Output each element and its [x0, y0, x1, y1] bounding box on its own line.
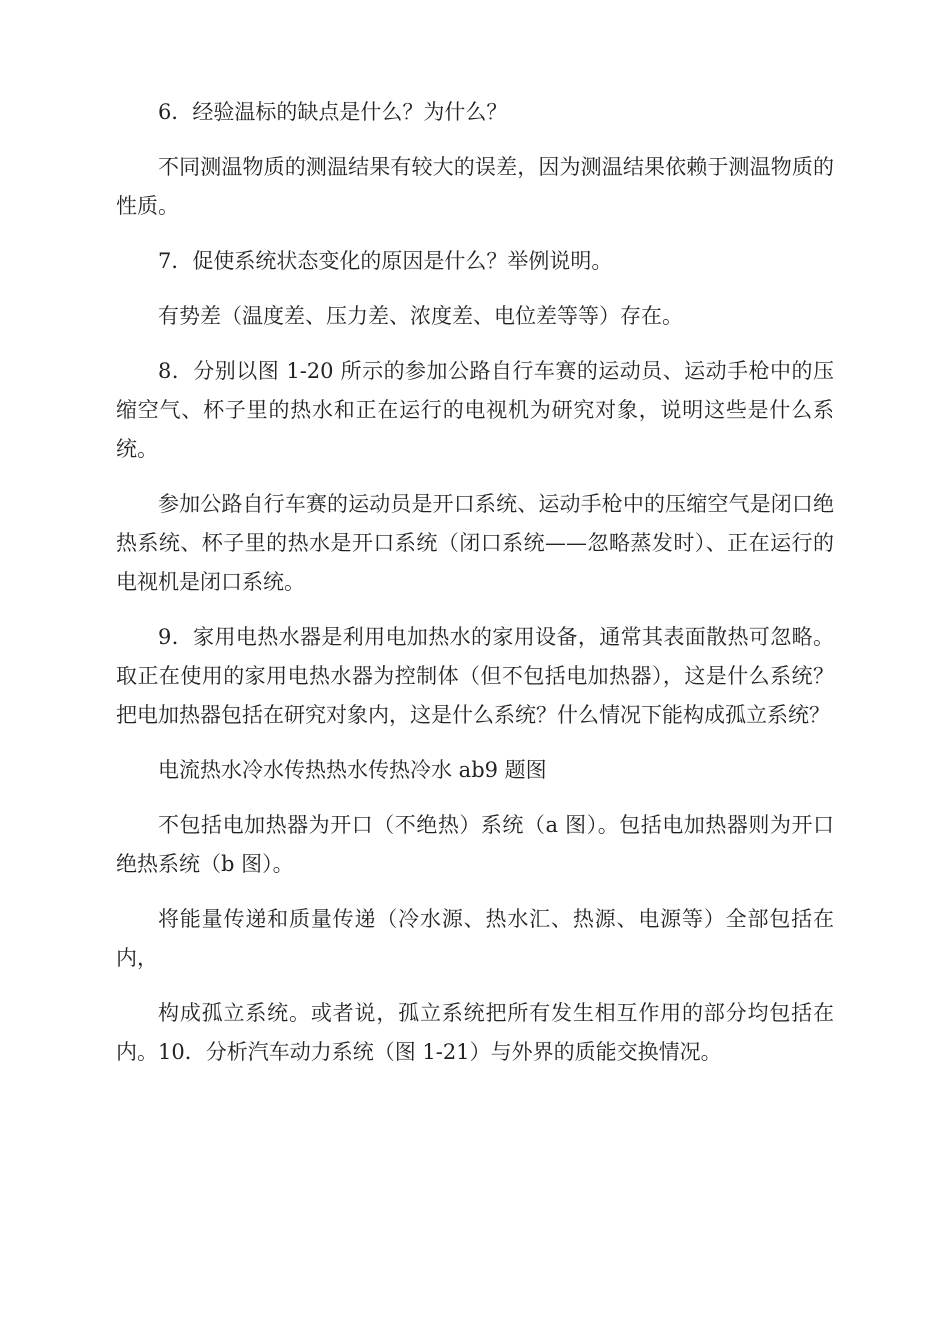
question-6: 6．经验温标的缺点是什么？为什么？ [158, 100, 508, 124]
question-7: 7．促使系统状态变化的原因是什么？举例说明。 [158, 249, 613, 273]
spacer [116, 735, 834, 751]
spacer [116, 884, 834, 900]
figure-caption-9: 电流热水冷水传热热水传热冷水 ab9 题图 [158, 758, 547, 782]
spacer [116, 790, 834, 806]
spacer [116, 132, 834, 148]
answer-9-part-3-and-question-10: 构成孤立系统。或者说，孤立系统把所有发生相互作用的部分均包括在内。10．分析汽车动力系统（图 1-21）与外界的质能交换情况。 [116, 1001, 834, 1064]
answer-9-part-2: 将能量传递和质量传递（冷水源、热水汇、热源、电源等）全部包括在内， [116, 907, 834, 970]
answer-7: 有势差（温度差、压力差、浓度差、电位差等等）存在。 [158, 304, 683, 328]
question-9: 9．家用电热水器是利用电加热水的家用设备，通常其表面散热可忽略。取正在使用的家用电热水器为控制体（但不包括电加热器），这是什么系统？把电加热器包括在研究对象内，这是什么系统？什么情况下能构成孤立系统？ [116, 625, 834, 727]
answer-6: 不同测温物质的测温结果有较大的误差，因为测温结果依赖于测温物质的性质。 [116, 155, 834, 218]
spacer [116, 336, 834, 352]
spacer [116, 226, 834, 242]
spacer [116, 978, 834, 994]
spacer [116, 469, 834, 485]
answer-9-part-1: 不包括电加热器为开口（不绝热）系统（a 图）。包括电加热器则为开口绝热系统（b 图）。 [116, 813, 834, 876]
question-8: 8．分别以图 1-20 所示的参加公路自行车赛的运动员、运动手枪中的压缩空气、杯子里的热水和正在运行的电视机为研究对象，说明这些是什么系统。 [116, 359, 834, 461]
answer-8: 参加公路自行车赛的运动员是开口系统、运动手枪中的压缩空气是闭口绝热系统、杯子里的热水是开口系统（闭口系统——忽略蒸发时）、正在运行的电视机是闭口系统。 [116, 492, 834, 594]
spacer [116, 281, 834, 297]
spacer [116, 602, 834, 618]
